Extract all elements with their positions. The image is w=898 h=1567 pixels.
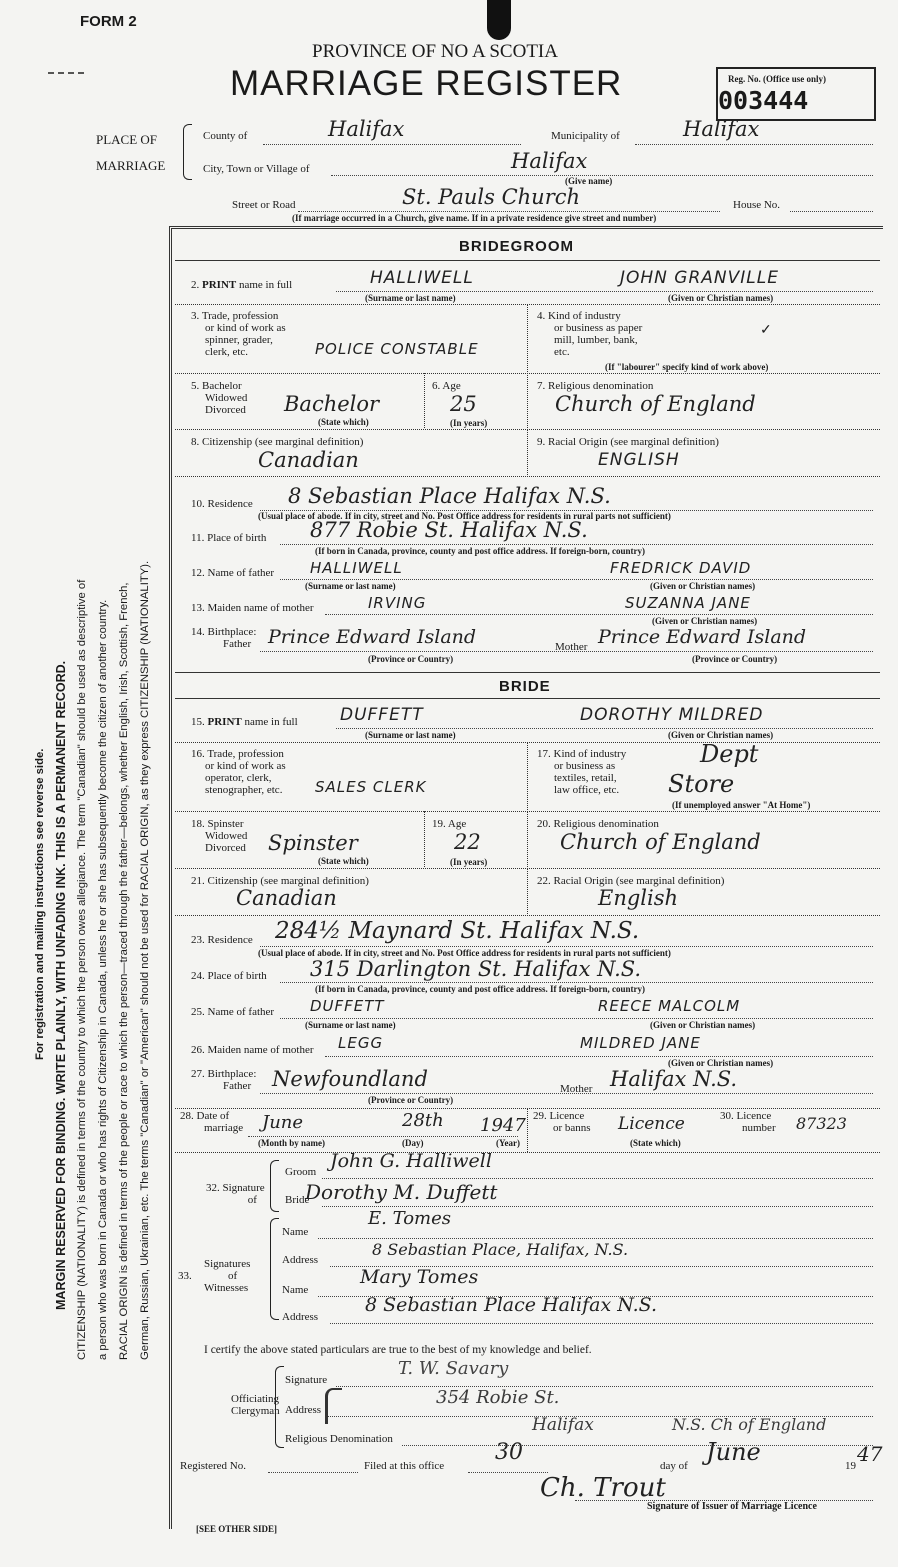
witness2-address: 8 Sebastian Place Halifax N.S. xyxy=(365,1294,658,1316)
ink-blot xyxy=(487,0,511,40)
field-17-hint: (If unemployed answer "At Home") xyxy=(672,800,811,810)
year-prefix: 19 xyxy=(845,1460,856,1472)
surname-hint-15: (Surname or last name) xyxy=(365,730,456,740)
bride-trade: SALES CLERK xyxy=(315,778,427,796)
groom-residence: 8 Sebastian Place Halifax N.S. xyxy=(288,484,611,508)
municipality-label: Municipality of xyxy=(551,130,620,142)
abode-hint-23: (Usual place of abode. If in city, street and No. Post Office address for residents in rural parts not sufficient) xyxy=(258,948,671,958)
bride-status: Spinster xyxy=(268,831,358,855)
field-29-label: 29. Licence or banns xyxy=(533,1110,591,1134)
mother-label-14: Mother xyxy=(555,641,588,653)
groom-mother-given: SUZANNA JANE xyxy=(625,594,751,612)
filed-month: June xyxy=(706,1438,761,1466)
licence-number: 87323 xyxy=(796,1114,847,1133)
day-of-label: day of xyxy=(660,1460,688,1472)
field-9-label: 9. Racial Origin (see marginal definition) xyxy=(537,436,719,448)
groom-given: JOHN GRANVILLE xyxy=(620,268,779,288)
field-3-label: 3. Trade, profession or kind of work as spinner, grader, clerk, etc. xyxy=(191,310,286,358)
province-heading: PROVINCE OF NO A SCOTIA xyxy=(312,41,558,62)
reg-number: 003444 xyxy=(718,86,809,115)
field-7-label: 7. Religious denomination xyxy=(537,380,654,392)
prov-hint-27: (Province or Country) xyxy=(368,1095,454,1105)
field-4-label: 4. Kind of industry or business as paper mill, lumber, bank, etc. xyxy=(537,310,643,358)
reg-box xyxy=(716,67,876,121)
issuer-label: Signature of Issuer of Marriage Licence xyxy=(647,1501,817,1512)
filed-year: 47 xyxy=(857,1442,883,1466)
field-24-label: 24. Place of birth xyxy=(191,970,267,982)
years-hint: (In years) xyxy=(450,418,488,428)
field-30-label: 30. Licence number xyxy=(720,1110,776,1134)
groom-mother-surname: IRVING xyxy=(368,594,427,612)
given-hint-15: (Given or Christian names) xyxy=(668,730,774,740)
field-28-label: 28. Date of marriage xyxy=(180,1110,244,1134)
field-21-label: 21. Citizenship (see marginal definition) xyxy=(191,875,369,887)
county-value: Halifax xyxy=(328,117,405,141)
field-2-label: 2. PRINT name in full xyxy=(191,279,293,291)
state-hint-29: (State which) xyxy=(630,1138,681,1148)
groom-industry: ✓ xyxy=(760,323,772,338)
marriage-month: June xyxy=(262,1112,304,1133)
bride-heading: BRIDE xyxy=(499,678,551,695)
field-8-label: 8. Citizenship (see marginal definition) xyxy=(191,436,364,448)
prov-hint-14b: (Province or Country) xyxy=(692,654,778,664)
reg-label: Reg. No. (Office use only) xyxy=(728,74,826,84)
surname-hint-25: (Surname or last name) xyxy=(305,1020,396,1030)
day-hint: (Day) xyxy=(402,1138,424,1148)
street-label: Street or Road xyxy=(232,199,296,211)
field-11-label: 11. Place of birth xyxy=(191,532,267,544)
witness-brace xyxy=(270,1218,279,1320)
year-hint: (Year) xyxy=(496,1138,520,1148)
given-hint: (Given or Christian names) xyxy=(668,293,774,303)
field-20-label: 20. Religious denomination xyxy=(537,818,659,830)
clergy-den-label: Religious Denomination xyxy=(285,1433,393,1445)
given-hint-13: (Given or Christian names) xyxy=(652,616,758,626)
field-23-label: 23. Residence xyxy=(191,934,253,946)
field-26-label: 26. Maiden name of mother xyxy=(191,1044,314,1056)
groom-father-surname: HALLIWELL xyxy=(310,559,403,577)
clergy-brace xyxy=(275,1366,284,1448)
state-hint-18: (State which) xyxy=(318,856,369,866)
bride-father-given: REECE MALCOLM xyxy=(598,997,741,1015)
city-hint: (Give name) xyxy=(565,176,613,186)
page-title: MARRIAGE REGISTER xyxy=(230,64,623,103)
field-4-hint: (If "labourer" specify kind of work above) xyxy=(605,362,769,372)
clergy-addr-label: Address xyxy=(285,1404,322,1416)
field-6-label: 6. Age xyxy=(432,380,461,392)
officiating-label: Officiating Clergyman xyxy=(231,1393,280,1417)
field-22-label: 22. Racial Origin (see marginal definition) xyxy=(537,875,725,887)
groom-father-given: FREDRICK DAVID xyxy=(610,559,752,577)
groom-citizenship: Canadian xyxy=(258,448,359,472)
field-33-label: Signatures 33. of Witnesses xyxy=(178,1258,251,1294)
prov-hint-14a: (Province or Country) xyxy=(368,654,454,664)
bride-birth: 315 Darlington St. Halifax N.S. xyxy=(310,957,642,981)
state-hint: (State which) xyxy=(318,417,369,427)
field-10-label: 10. Residence xyxy=(191,498,253,510)
witness2-name: Mary Tomes xyxy=(360,1266,479,1288)
groom-status: Bachelor xyxy=(284,392,380,416)
groom-origin: ENGLISH xyxy=(598,450,680,470)
bride-mother-surname: LEGG xyxy=(338,1034,384,1052)
bride-father-birthplace: Newfoundland xyxy=(272,1067,428,1091)
bride-mother-birthplace: Halifax N.S. xyxy=(610,1067,738,1091)
clergy-signature: T. W. Savary xyxy=(398,1358,509,1379)
clergy-flourish xyxy=(325,1388,342,1424)
bride-residence: 284½ Maynard St. Halifax N.S. xyxy=(275,918,640,944)
groom-father-birthplace: Prince Edward Island xyxy=(268,626,477,648)
street-value: St. Pauls Church xyxy=(402,185,581,209)
issuer-signature: Ch. Trout xyxy=(540,1473,666,1503)
bride-industry-2: Store xyxy=(668,770,735,798)
street-hint: (If marriage occurred in a Church, give name. If in a private residence give street and number) xyxy=(292,213,657,223)
groom-sig-label: Groom xyxy=(285,1166,317,1178)
city-label: City, Town or Village of xyxy=(203,163,310,175)
bridegroom-heading: BRIDEGROOM xyxy=(459,238,574,255)
clergy-denomination: N.S. Ch of England xyxy=(672,1415,827,1434)
sig-brace xyxy=(270,1160,279,1212)
bride-signature: Dorothy M. Duffett xyxy=(305,1180,498,1204)
form-number: FORM 2 xyxy=(80,13,137,30)
clergy-sig-label: Signature xyxy=(285,1374,328,1386)
licence-type: Licence xyxy=(618,1114,685,1134)
filed-day: 30 xyxy=(495,1440,523,1465)
bride-given: DOROTHY MILDRED xyxy=(580,705,764,725)
given-hint-25: (Given or Christian names) xyxy=(650,1020,756,1030)
groom-birth: 877 Robie St. Halifax N.S. xyxy=(310,518,588,542)
field-5-label: 5. Bachelor Widowed Divorced xyxy=(191,380,248,416)
groom-signature: John G. Halliwell xyxy=(330,1150,492,1172)
w1-address-label: Address xyxy=(282,1254,319,1266)
groom-surname: HALLIWELL xyxy=(370,268,474,288)
given-hint-12: (Given or Christian names) xyxy=(650,581,756,591)
witness1-address: 8 Sebastian Place, Halifax, N.S. xyxy=(372,1240,629,1259)
clergy-address: 354 Robie St. xyxy=(436,1387,560,1408)
surname-hint: (Surname or last name) xyxy=(365,293,456,303)
registered-label: Registered No. xyxy=(180,1460,246,1472)
month-hint: (Month by name) xyxy=(258,1138,325,1148)
place-brace xyxy=(183,124,192,180)
certify-text: I certify the above stated particulars are true to the best of my knowledge and belief. xyxy=(204,1344,592,1356)
groom-mother-birthplace: Prince Edward Island xyxy=(598,626,807,648)
see-other-side: [SEE OTHER SIDE] xyxy=(196,1524,278,1534)
birth-hint: (If born in Canada, province, county and post office address. If foreign-born, country) xyxy=(315,546,646,556)
field-14-label: 14. Birthplace: Father xyxy=(191,626,257,650)
marriage-year: 1947 xyxy=(480,1115,526,1136)
given-hint-26: (Given or Christian names) xyxy=(668,1058,774,1068)
field-15-label: 15. PRINT name in full xyxy=(191,716,298,728)
bride-industry-1: Dept xyxy=(700,740,759,768)
w2-address-label: Address xyxy=(282,1311,319,1323)
abode-hint: (Usual place of abode. If in city, street and No. Post Office address for residents in rural parts not sufficient) xyxy=(258,511,671,521)
field-16-label: 16. Trade, profession or kind of work as operator, clerk, stenographer, etc. xyxy=(191,748,286,796)
w2-name-label: Name xyxy=(282,1284,309,1296)
clergy-city: Halifax xyxy=(532,1415,594,1435)
marriage-day: 28th xyxy=(402,1110,444,1131)
field-12-label: 12. Name of father xyxy=(191,567,275,579)
w1-name-label: Name xyxy=(282,1226,309,1238)
surname-hint-12: (Surname or last name) xyxy=(305,581,396,591)
bride-origin: English xyxy=(598,886,679,910)
field-17-label: 17. Kind of industry or business as textiles, retail, law office, etc. xyxy=(537,748,627,796)
filed-label: Filed at this office xyxy=(364,1460,445,1472)
birth-hint-24: (If born in Canada, province, county and post office address. If foreign-born, country) xyxy=(315,984,646,994)
bride-sig-label: Bride xyxy=(285,1194,310,1206)
field-25-label: 25. Name of father xyxy=(191,1006,275,1018)
bride-citizenship: Canadian xyxy=(236,886,337,910)
bride-surname: DUFFETT xyxy=(340,705,424,725)
place-label: PLACE OF MARRIAGE xyxy=(96,132,166,173)
bride-father-surname: DUFFETT xyxy=(310,997,385,1015)
mother-label-27: Mother xyxy=(560,1083,593,1095)
field-18-label: 18. Spinster Widowed Divorced xyxy=(191,818,248,854)
field-19-label: 19. Age xyxy=(432,818,467,830)
dash-mark xyxy=(48,72,84,74)
years-hint-19: (In years) xyxy=(450,857,488,867)
city-value: Halifax xyxy=(511,149,588,173)
bride-age: 22 xyxy=(454,830,481,854)
groom-age: 25 xyxy=(450,392,477,416)
groom-trade: POLICE CONSTABLE xyxy=(315,340,479,358)
bride-religion: Church of England xyxy=(560,830,761,854)
field-27-label: 27. Birthplace: Father xyxy=(191,1068,257,1092)
field-13-label: 13. Maiden name of mother xyxy=(191,602,314,614)
margin-notes: For registration and mailing instructions see reverse side. MARGIN RESERVED FOR BINDING. WRITE PLAINLY, WITH UNFADING INK. THIS IS A PERMANENT RECORD. CITIZENSHIP (NATIONALITY) is defined in terms of the country to which the person owes allegiance. The term "Canadian" should be used as descriptive of a person who was born in Canada or who has rights of Citizenship in Canada, unless he or she has subsequently become the citizen of another country. RACIAL ORIGIN is defined in terms of the people or race to which the person—traced through the father—belongs, whether English, Irish, Scottish, French, German, Russian, Ukrainian, etc. The terms "Canadian" or "American" should not be used for RACIAL ORIGIN, as they express CITIZENSHIP (NATIONALITY). xyxy=(34,560,151,1360)
groom-religion: Church of England xyxy=(555,392,756,416)
house-label: House No. xyxy=(733,199,781,211)
witness1-name: E. Tomes xyxy=(368,1208,451,1229)
field-32-label: 32. Signature of xyxy=(206,1182,265,1206)
county-label: County of xyxy=(203,130,248,142)
bride-mother-given: MILDRED JANE xyxy=(580,1034,701,1052)
municipality-value: Halifax xyxy=(683,117,760,141)
